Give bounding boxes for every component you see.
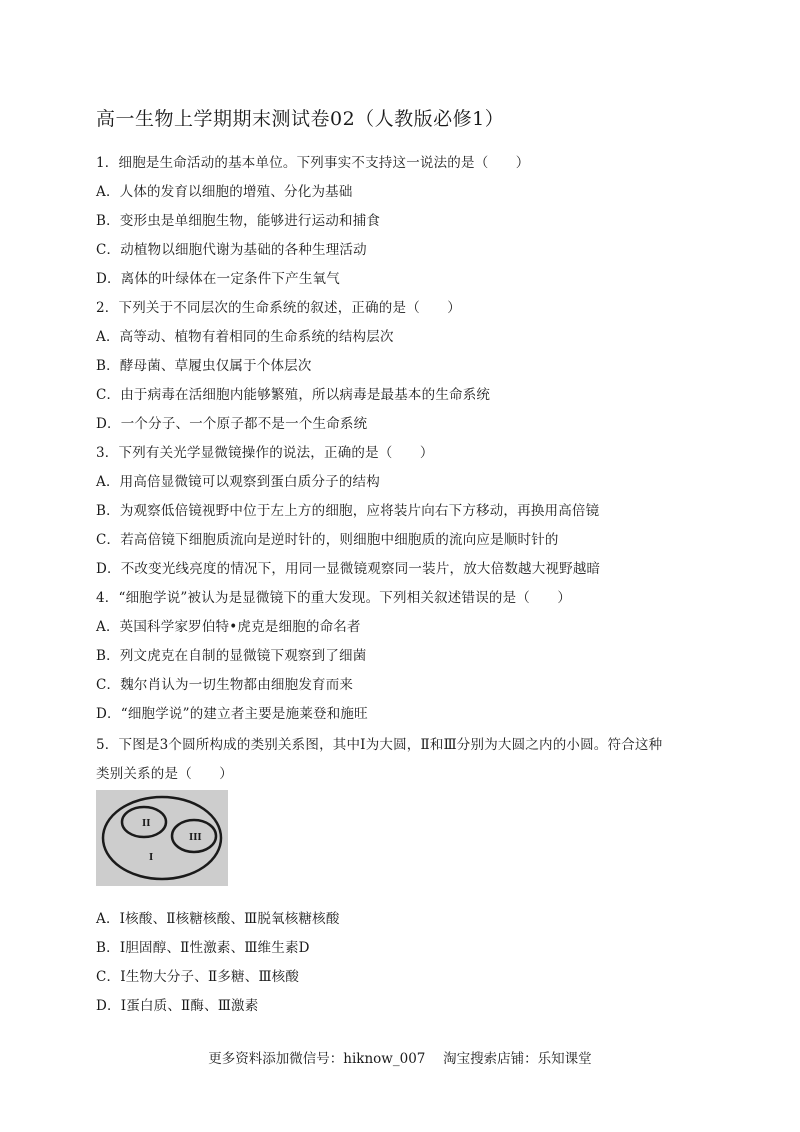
question-3-option-c: C．若高倍镜下细胞质流向是逆时针的，则细胞中细胞质的流向应是顺时针的	[96, 532, 559, 548]
label-big: I	[149, 853, 154, 863]
label-right: III	[189, 833, 202, 843]
question-2-stem: 2．下列关于不同层次的生命系统的叙述，正确的是（ ）	[96, 300, 461, 316]
label-left: II	[142, 819, 151, 829]
question-5-option-d: D．Ⅰ蛋白质、Ⅱ酶、Ⅲ激素	[96, 998, 259, 1014]
page-footer: 更多资料添加微信号：hiknow_007 淘宝搜索店铺：乐知课堂	[208, 1051, 592, 1067]
question-4-option-b: B．列文虎克在自制的显微镜下观察到了细菌	[96, 648, 367, 664]
question-1-option-c: C．动植物以细胞代谢为基础的各种生理活动	[96, 242, 367, 258]
question-1-option-b: B．变形虫是单细胞生物，能够进行运动和捕食	[96, 213, 381, 229]
question-5-option-a: A．Ⅰ核酸、Ⅱ核糖核酸、Ⅲ脱氧核糖核酸	[96, 911, 340, 927]
question-3-option-d: D．不改变光线亮度的情况下，用同一显微镜观察同一装片，放大倍数越大视野越暗	[96, 561, 601, 577]
question-5-stem: 5．下图是3个圆所构成的类别关系图，其中Ⅰ为大圆，Ⅱ和Ⅲ分别为大圆之内的小圆。符合这种	[96, 737, 663, 753]
question-4-option-c: C．魏尔肖认为一切生物都由细胞发育而来	[96, 677, 354, 693]
question-5-option-b: B．Ⅰ胆固醇、Ⅱ性激素、Ⅲ维生素D	[96, 940, 310, 956]
question-4-stem: 4．“细胞学说”被认为是显微镜下的重大发现。下列相关叙述错误的是（ ）	[96, 590, 572, 606]
question-3-option-b: B．为观察低倍镜视野中位于左上方的细胞，应将装片向右下方移动，再换用高倍镜	[96, 503, 600, 519]
question-5-stem-continued: 类别关系的是（ ）	[96, 766, 233, 782]
question-1-stem: 1．细胞是生命活动的基本单位。下列事实不支持这一说法的是（ ）	[96, 155, 530, 171]
question-3-option-a: A．用高倍显微镜可以观察到蛋白质分子的结构	[96, 474, 380, 490]
question-3-stem: 3．下列有关光学显微镜操作的说法，正确的是（ ）	[96, 445, 434, 461]
venn-diagram	[96, 790, 228, 886]
question-1-option-a: A．人体的发育以细胞的增殖、分化为基础	[96, 184, 353, 200]
venn-diagram-figure	[96, 790, 228, 886]
page-title: 高一生物上学期期末测试卷02（人教版必修1）	[96, 108, 505, 130]
question-4-option-a: A．英国科学家罗伯特•虎克是细胞的命名者	[96, 619, 361, 635]
question-5-option-c: C．Ⅰ生物大分子、Ⅱ多糖、Ⅲ核酸	[96, 969, 300, 985]
question-2-option-c: C．由于病毒在活细胞内能够繁殖，所以病毒是最基本的生命系统	[96, 387, 491, 403]
question-4-option-d: D．“细胞学说”的建立者主要是施莱登和施旺	[96, 706, 368, 722]
question-2-option-d: D．一个分子、一个原子都不是一个生命系统	[96, 416, 368, 432]
question-1-option-d: D．离体的叶绿体在一定条件下产生氧气	[96, 271, 340, 287]
question-2-option-b: B．酵母菌、草履虫仅属于个体层次	[96, 358, 312, 374]
question-2-option-a: A．高等动、植物有着相同的生命系统的结构层次	[96, 329, 394, 345]
